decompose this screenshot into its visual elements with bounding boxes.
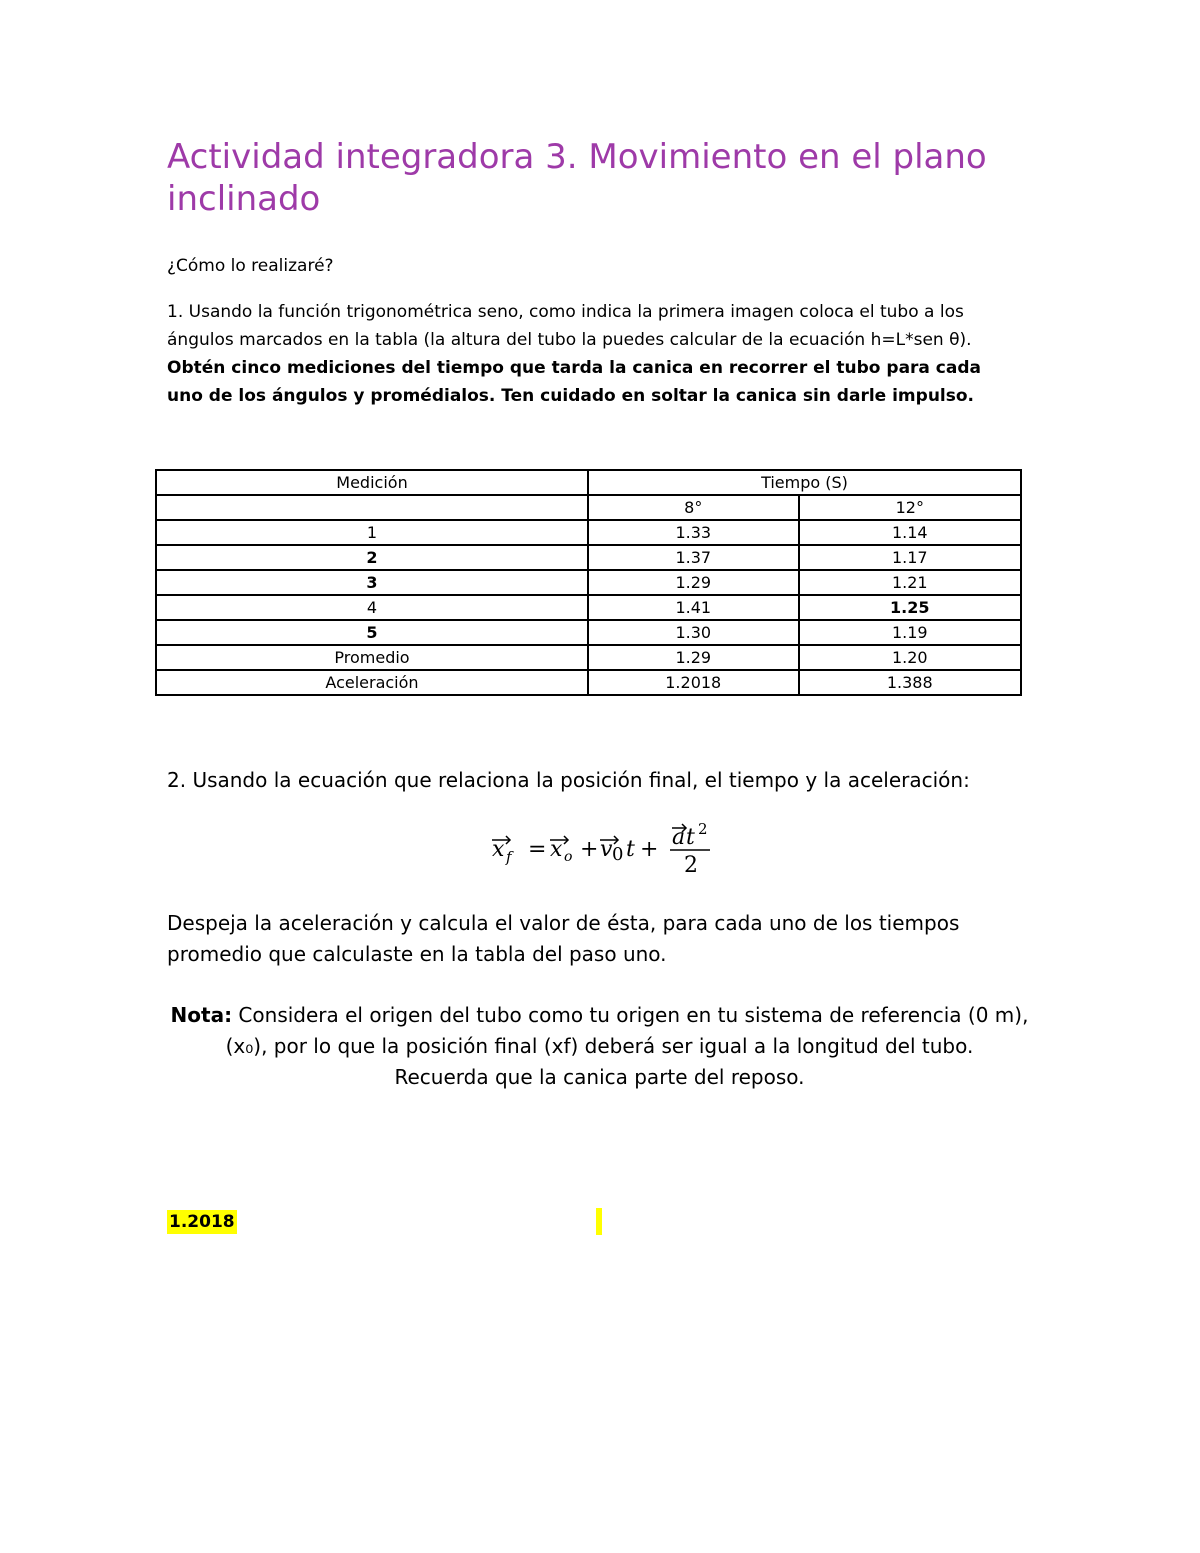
row-label: 2 bbox=[156, 545, 588, 570]
eq-plus-2: + bbox=[640, 837, 659, 862]
step-2-paragraph: 2. Usando la ecuación que relaciona la posición final, el tiempo y la aceleración: bbox=[167, 768, 970, 792]
step-1-paragraph bbox=[167, 298, 1017, 410]
eq-equals: = bbox=[528, 837, 547, 862]
row-label: 3 bbox=[156, 570, 588, 595]
table-row bbox=[156, 645, 1021, 670]
eq-v0: v bbox=[600, 837, 613, 862]
table-header-row bbox=[156, 470, 1021, 495]
row-label: 1 bbox=[156, 520, 588, 545]
cell-8: 1.30 bbox=[588, 620, 799, 645]
eq-plus-1: + bbox=[580, 837, 599, 862]
row-label: 4 bbox=[156, 595, 588, 620]
nota-paragraph bbox=[167, 1000, 1032, 1093]
cell-12: 1.20 bbox=[799, 645, 1021, 670]
cell-8: 1.29 bbox=[588, 570, 799, 595]
eq-v0-sub: 0 bbox=[612, 844, 624, 865]
angle-row-blank bbox=[156, 495, 588, 520]
nota-line-2: Recuerda que la canica parte del reposo. bbox=[394, 1065, 805, 1089]
cell-12: 1.17 bbox=[799, 545, 1021, 570]
table-angle-row bbox=[156, 495, 1021, 520]
cell-8: 1.41 bbox=[588, 595, 799, 620]
highlighted-answer: 1.2018 bbox=[169, 1212, 235, 1232]
header-tiempo: Tiempo (S) bbox=[588, 470, 1021, 495]
eq-lhs-sub: f bbox=[506, 848, 512, 866]
table-row bbox=[156, 595, 1021, 620]
cell-8: 1.2018 bbox=[588, 670, 799, 695]
kinematics-equation bbox=[488, 820, 728, 880]
table-row bbox=[156, 570, 1021, 595]
measurements-table bbox=[155, 469, 1022, 696]
cell-8: 1.33 bbox=[588, 520, 799, 545]
cell-12: 1.21 bbox=[799, 570, 1021, 595]
eq-a: a bbox=[672, 825, 686, 850]
table-row bbox=[156, 620, 1021, 645]
row-label: Promedio bbox=[156, 645, 588, 670]
angle-8: 8° bbox=[588, 495, 799, 520]
eq-den: 2 bbox=[684, 853, 698, 878]
nota-label: Nota: bbox=[170, 1003, 233, 1027]
eq-x0-sub: o bbox=[564, 849, 573, 865]
angle-12: 12° bbox=[799, 495, 1021, 520]
eq-t2: t bbox=[686, 825, 695, 850]
step-1-number: 1. bbox=[167, 302, 184, 322]
eq-t: t bbox=[626, 837, 635, 862]
row-label: Aceleración bbox=[156, 670, 588, 695]
eq-exp: 2 bbox=[698, 820, 708, 838]
eq-lhs: x bbox=[492, 837, 505, 862]
step-1-text-b: Obtén cinco mediciones del tiempo que tarda la canica en recorrer el tubo para cada uno de los ángulos y promédialos. Ten cuidado en soltar la canica sin darle impulso. bbox=[167, 358, 981, 406]
cell-12: 1.25 bbox=[799, 595, 1021, 620]
nota-line-1 bbox=[167, 1000, 1032, 1062]
table-row bbox=[156, 670, 1021, 695]
page-title: Actividad integradora 3. Movimiento en el plano inclinado bbox=[167, 137, 987, 219]
cell-8: 1.37 bbox=[588, 545, 799, 570]
cell-12: 1.14 bbox=[799, 520, 1021, 545]
cell-12: 1.388 bbox=[799, 670, 1021, 695]
cell-8: 1.29 bbox=[588, 645, 799, 670]
highlight-cursor-mark bbox=[596, 1208, 602, 1235]
row-label: 5 bbox=[156, 620, 588, 645]
question-heading: ¿Cómo lo realizaré? bbox=[167, 256, 334, 276]
despeja-paragraph: Despeja la aceleración y calcula el valor de ésta, para cada uno de los tiempos promedio que calculaste en la tabla del paso uno. bbox=[167, 911, 960, 966]
eq-x0: x bbox=[550, 837, 563, 862]
nota-text: Considera el origen del tubo como tu origen en tu sistema de referencia (0 m), (x₀), por lo que la posición final (xf) deberá ser igual a la longitud del tubo. bbox=[225, 1003, 1029, 1058]
header-medicion: Medición bbox=[156, 470, 588, 495]
step-1-text-a: Usando la función trigonométrica seno, como indica la primera imagen coloca el tubo a los ángulos marcados en la tabla (la altura del tubo la puedes calcular de la ecuación h=L*sen θ). bbox=[167, 302, 972, 350]
table-row bbox=[156, 545, 1021, 570]
table-row bbox=[156, 520, 1021, 545]
cell-12: 1.19 bbox=[799, 620, 1021, 645]
